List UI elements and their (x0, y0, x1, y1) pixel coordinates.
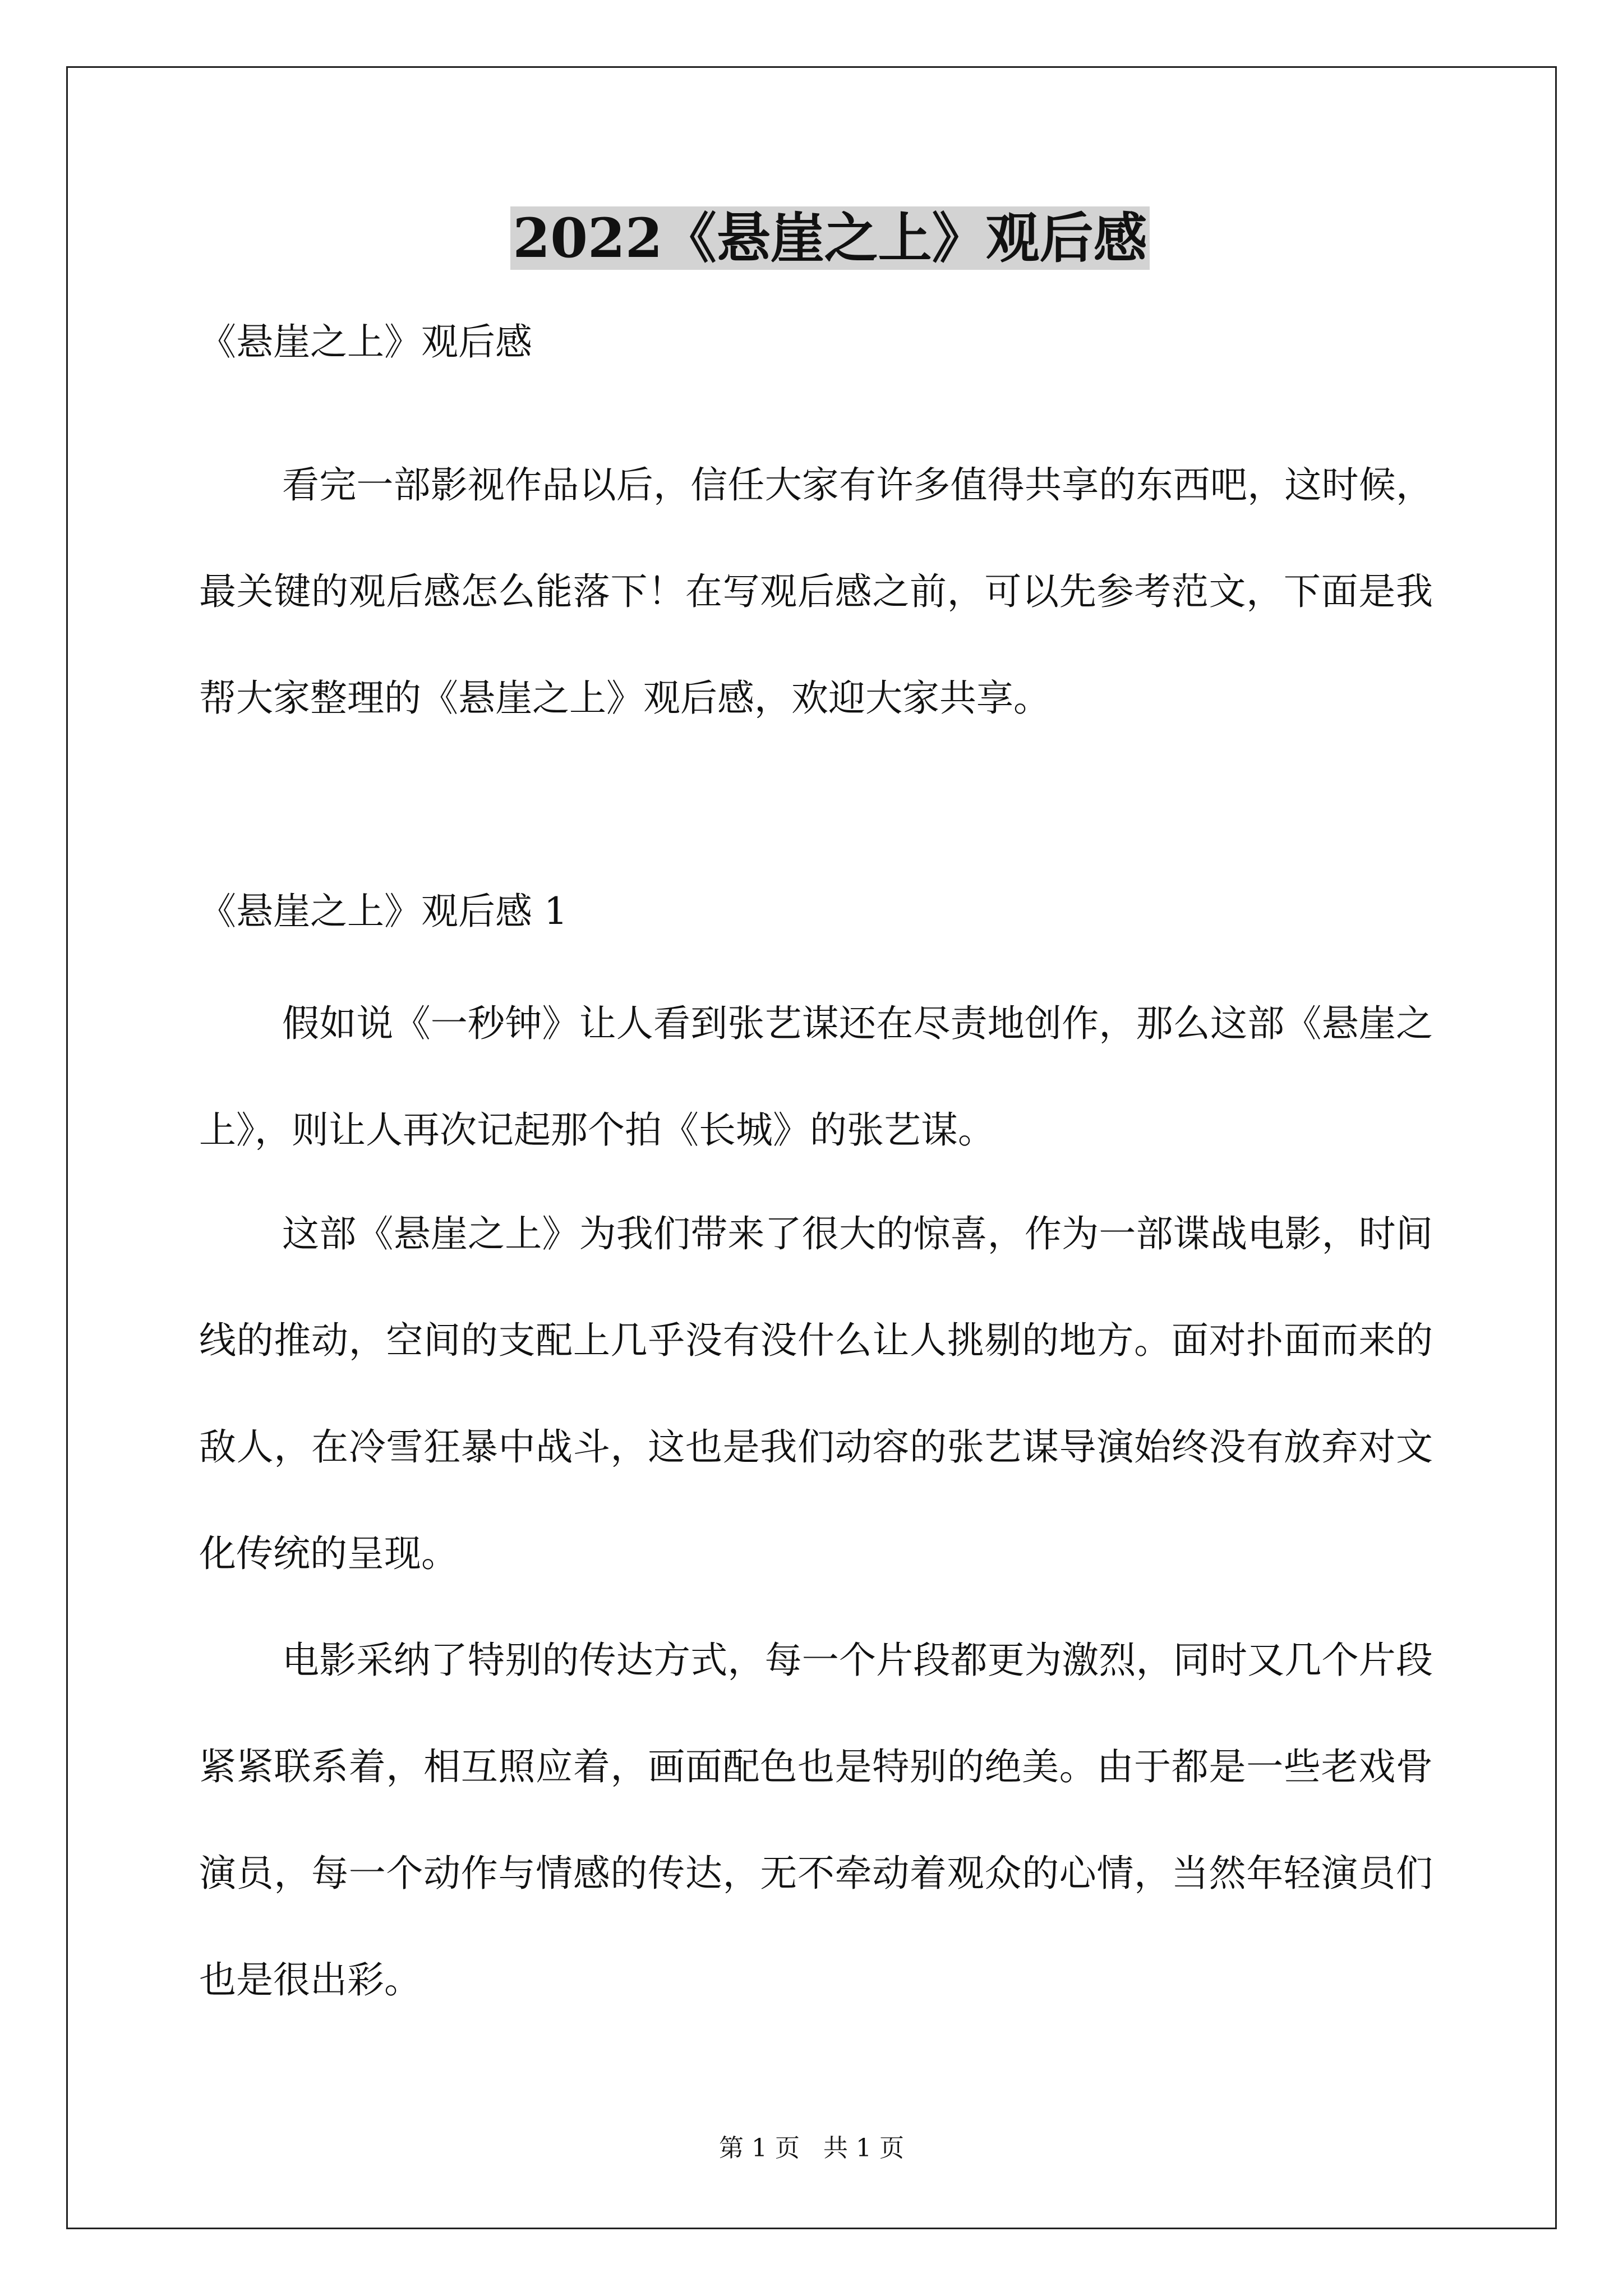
document-heading: 《悬崖之上》观后感 (199, 320, 532, 364)
body-paragraph-3: 电影采纳了特别的传达方式，每一个片段都更为激烈，同时又几个片段紧紧联系着，相互照应着，画面配色也是特别的绝美。由于都是一些老戏骨演员，每一个动作与情感的传达，无不牵动着观众的心情，当然年轻演员们也是很出彩。 (199, 1639, 1433, 2001)
intro-paragraph: 看完一部影视作品以后，信任大家有许多值得共享的东西吧，这时候，最关键的观后感怎么能落下！在写观后感之前，可以先参考范文，下面是我帮大家整理的《悬崖之上》观后感，欢迎大家共享。 (199, 463, 1433, 720)
body-paragraph-2: 这部《悬崖之上》为我们带来了很大的惊喜，作为一部谍战电影，时间线的推动，空间的支配上几乎没有没什么让人挑剔的地方。面对扑面而来的敌人，在冷雪狂暴中战斗，这也是我们动容的张艺谋导演始终没有放弃对文化传统的呈现。 (199, 1212, 1433, 1575)
document-body (199, 202, 1461, 275)
document-title-text: 2022《悬崖之上》观后感 (510, 206, 1149, 270)
body-paragraph-1: 假如说《一秒钟》让人看到张艺谋还在尽责地创作，那么这部《悬崖之上》，则让人再次记起那个拍《长城》的张艺谋。 (199, 1002, 1433, 1152)
section-heading: 《悬崖之上》观后感 1 (199, 890, 568, 933)
page-footer: 第 1 页 共 1 页 (719, 2134, 904, 2162)
document-title (199, 202, 1461, 275)
